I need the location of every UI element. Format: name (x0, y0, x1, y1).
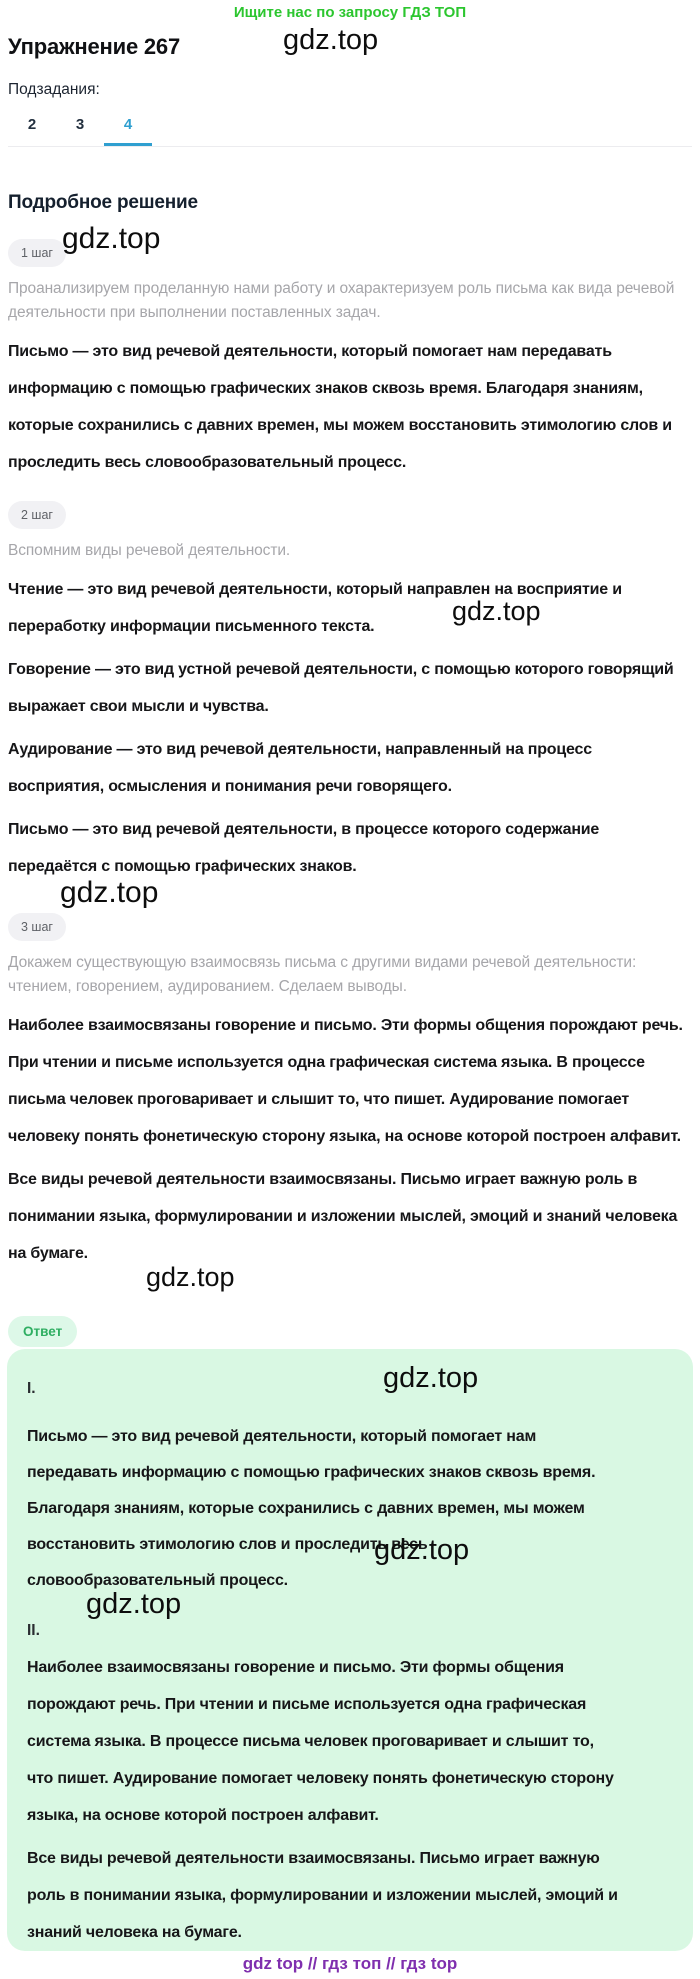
answer-section-2-numeral: II. (27, 1622, 40, 1639)
tab-subtask-3[interactable]: 3 (75, 116, 85, 133)
answer-section-1-numeral: I. (27, 1380, 36, 1397)
gdz-watermark: gdz.top (383, 1362, 479, 1394)
step-1-paragraph: Письмо — это вид речевой деятельности, который помогает нам передавать информацию с помощью графических знаков сквозь время. Благодаря знаниям, которые сохранились с давних времен, мы можем восстановить этимологию слов и проследить весь словообразовательный процесс. (8, 343, 672, 471)
solution-step-2 (8, 481, 692, 885)
solution-heading: Подробное решение (8, 192, 198, 213)
answer-badge: Ответ (8, 1316, 77, 1347)
step-2-paragraph: Аудирование — это вид речевой деятельности, направленный на процесс восприятия, осмысления и понимания речи говорящего. (8, 741, 592, 795)
step-2-hint: Вспомним виды речевой деятельности. (8, 542, 291, 559)
step-1-hint: Проанализируем проделанную нами работу и охарактеризуем роль письма как вида речевой деятельности при выполнении поставленных задач. (8, 280, 675, 321)
subtasks-label: Подзадания: (8, 81, 100, 98)
promo-link[interactable]: Ищите нас по запросу ГДЗ ТОП (233, 4, 467, 21)
step-1-badge: 1 шаг (8, 239, 66, 267)
step-3-hint: Докажем существующую взаимосвязь письма с другими видами речевой деятельности: чтением, говорением, аудированием. Сделаем выводы. (8, 954, 637, 995)
step-2-paragraph: Говорение — это вид устной речевой деятельности, с помощью которого говорящий выражает свои мысли и чувства. (8, 661, 674, 715)
answer-section-2-paragraph: Наиболее взаимосвязаны говорение и письмо. Эти формы общения порождают речь. При чтении и письме используется одна графическая система языка. В процессе письма человек проговаривает и слышит то, что пишет. Аудирование помогает человеку понять фонетическую сторону языка, на основе которой построен алфавит. (27, 1659, 614, 1824)
step-3-paragraph: Все виды речевой деятельности взаимосвязаны. Письмо играет важную роль в понимании языка, формулировании и изложении мыслей, эмоций и знаний человека на бумаге. (8, 1171, 678, 1262)
step-2-paragraph: Чтение — это вид речевой деятельности, который направлен на восприятие и переработку информации письменного текста. (8, 581, 622, 635)
subtask-tabs (8, 112, 692, 147)
gdz-watermark: gdz.top (60, 876, 159, 909)
step-3-paragraph: Наиболее взаимосвязаны говорение и письмо. Эти формы общения порождают речь. При чтении и письме используется одна графическая система языка. В процессе письма человек проговаривает и слышит то, что пишет. Аудирование помогает человеку понять фонетическую сторону языка, на основе которой построен алфавит. (8, 1017, 683, 1145)
tab-subtask-4[interactable]: 4 (104, 112, 152, 146)
gdz-watermark: gdz.top (62, 222, 161, 255)
answer-section-1-paragraph: Письмо — это вид речевой деятельности, который помогает нам передавать информацию с помощью графических знаков сквозь время. Благодаря знаниям, которые сохранились с давних времен, мы можем восстановить этимологию слов и проследить весь словообразовательный процесс. (27, 1428, 596, 1589)
footer-links[interactable]: gdz top // гдз топ // гдз top (242, 1954, 458, 1973)
answer-box (7, 1349, 693, 1951)
step-2-paragraph: Письмо — это вид речевой деятельности, в процессе которого содержание передаётся с помощью графических знаков. (8, 821, 600, 875)
answer-section-2-paragraph: Все виды речевой деятельности взаимосвязаны. Письмо играет важную роль в понимании языка, формулировании и изложении мыслей, эмоций и знаний человека на бумаге. (27, 1850, 618, 1941)
tab-subtask-2[interactable]: 2 (27, 116, 37, 133)
gdz-watermark: gdz.top (452, 596, 541, 626)
gdz-watermark: gdz.top (374, 1534, 470, 1566)
gdz-watermark: gdz.top (283, 24, 379, 56)
page-title: Упражнение 267 (8, 34, 180, 59)
step-2-badge: 2 шаг (8, 501, 66, 529)
gdz-watermark: gdz.top (146, 1262, 235, 1292)
gdz-watermark: gdz.top (86, 1588, 182, 1620)
step-3-badge: 3 шаг (8, 913, 66, 941)
solution-step-3 (8, 885, 692, 1272)
